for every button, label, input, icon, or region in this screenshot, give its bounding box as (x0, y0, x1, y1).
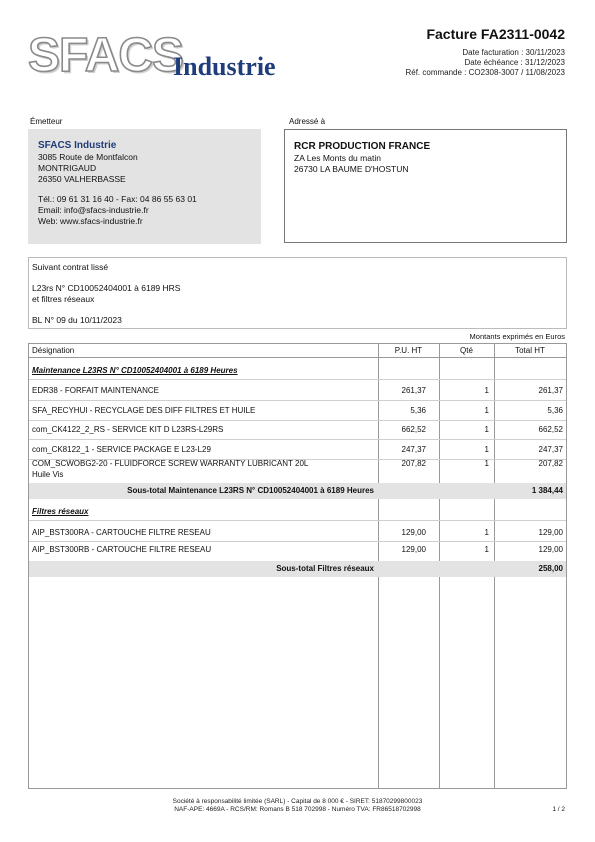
emitter-box (28, 129, 261, 244)
row-unit-price: 247,37 (401, 445, 426, 454)
row-designation: com_CK8122_1 - SERVICE PACKAGE E L23-L29 (32, 445, 211, 454)
note-line: BL N° 09 du 10/11/2023 (32, 314, 122, 325)
subtotal-row (29, 561, 566, 577)
row-designation: AIP_BST300RA - CARTOUCHE FILTRE RESEAU (32, 528, 211, 537)
page-number: 1 / 2 (552, 806, 565, 813)
table-row (29, 541, 566, 562)
subtotal-label: Sous-total Maintenance L23RS N° CD10052404001 à 6189 Heures (127, 486, 374, 495)
recipient-address-line: ZA Les Monts du matin (294, 153, 381, 163)
emitter-name: SFACS Industrie (38, 140, 117, 151)
table-row (29, 420, 566, 440)
table-row (29, 439, 566, 460)
row-designation: com_CK4122_2_RS - SERVICE KIT D L23RS-L29RS (32, 425, 224, 434)
row-total: 129,00 (538, 545, 563, 554)
invoice-title: Facture FA2311-0042 (426, 26, 565, 42)
row-designation: EDR38 - FORFAIT MAINTENANCE (32, 386, 159, 395)
header-total: Total HT (515, 346, 545, 355)
row-total: 207,82 (538, 459, 563, 468)
recipient-name: RCR PRODUCTION FRANCE (294, 141, 431, 152)
row-quantity: 1 (484, 386, 489, 395)
row-designation-detail: Huile Vis (32, 470, 64, 479)
header-designation: Désignation (32, 346, 75, 355)
currency-note: Montants exprimés en Euros (469, 332, 565, 341)
row-total: 247,37 (538, 445, 563, 454)
subtotal-value: 258,00 (538, 564, 563, 573)
invoice-due-date: Date échéance : 31/12/2023 (464, 58, 565, 67)
row-designation: SFA_RECYHUI - RECYCLAGE DES DIFF FILTRES ET HUILE (32, 406, 256, 415)
row-unit-price: 662,52 (401, 425, 426, 434)
emitter-email: Email: info@sfacs-industrie.fr (38, 205, 149, 215)
emitter-label: Émetteur (30, 117, 63, 126)
table-row (29, 459, 566, 484)
section-title: Filtres réseaux (32, 507, 89, 516)
note-line (32, 304, 566, 315)
subtotal-value: 1 384,44 (531, 486, 563, 495)
row-quantity: 1 (484, 425, 489, 434)
row-quantity: 1 (484, 545, 489, 554)
note-line: Suivant contrat lissé (32, 262, 109, 272)
table-row (29, 520, 566, 542)
row-quantity: 1 (484, 528, 489, 537)
company-logo (28, 30, 288, 84)
header-quantity: Qté (460, 346, 473, 355)
subtotal-row (29, 483, 566, 499)
row-total: 261,37 (538, 386, 563, 395)
row-total: 129,00 (538, 528, 563, 537)
logo-brand: SFACS (28, 29, 184, 82)
row-quantity: 1 (484, 459, 489, 468)
section-title: Maintenance L23RS N° CD10052404001 à 6189 Heures (32, 366, 238, 375)
section-title-row (29, 358, 566, 380)
recipient-box (284, 129, 567, 243)
order-reference: Réf. commande : CO2308-3007 / 11/08/2023 (405, 68, 565, 77)
row-designation: AIP_BST300RB - CARTOUCHE FILTRE RESEAU (32, 545, 212, 554)
note-line: et filtres réseaux (32, 293, 95, 304)
section-title-row (29, 499, 566, 521)
note-line (32, 273, 566, 284)
row-total: 5,36 (547, 406, 563, 415)
invoice-date: Date facturation : 30/11/2023 (462, 48, 565, 57)
items-table (28, 343, 567, 789)
emitter-address-line: 3085 Route de Montfalcon (38, 152, 138, 162)
row-designation: COM_SCWOBG2-20 - FLUIDFORCE SCREW WARRANTY LUBRICANT 20L (32, 459, 309, 468)
emitter-web: Web: www.sfacs-industrie.fr (38, 216, 143, 226)
row-unit-price: 129,00 (401, 528, 426, 537)
footer-legal-line: NAF-APE: 4669A - RCS/RM: Romans B 518 702998 - Numéro TVA: FR86518702998 (174, 806, 421, 813)
table-row (29, 379, 566, 401)
row-unit-price: 129,00 (401, 545, 426, 554)
contract-note (28, 257, 567, 329)
row-quantity: 1 (484, 406, 489, 415)
note-line: L23rs N° CD10052404001 à 6189 HRS (32, 283, 181, 293)
row-unit-price: 5,36 (410, 406, 426, 415)
subtotal-label: Sous-total Filtres réseaux (276, 564, 374, 573)
row-unit-price: 261,37 (401, 386, 426, 395)
recipient-label: Adressé à (289, 117, 326, 126)
emitter-phone: Tél.: 09 61 31 16 40 - Fax: 04 86 55 63 01 (38, 194, 197, 204)
logo-suffix: Industrie (173, 52, 276, 81)
table-row (29, 400, 566, 421)
recipient-address-line: 26730 LA BAUME D'HOSTUN (294, 164, 409, 174)
row-quantity: 1 (484, 445, 489, 454)
footer-legal-line: Société à responsabilité limitée (SARL) - Capital de 8 000 € - SIRET: 51870299800023 (172, 798, 423, 805)
emitter-address-line: 26350 VALHERBASSE (38, 174, 126, 184)
emitter-address-line: MONTRIGAUD (38, 163, 97, 173)
header-unit-price: P.U. HT (394, 346, 423, 355)
row-unit-price: 207,82 (401, 459, 426, 468)
row-total: 662,52 (538, 425, 563, 434)
